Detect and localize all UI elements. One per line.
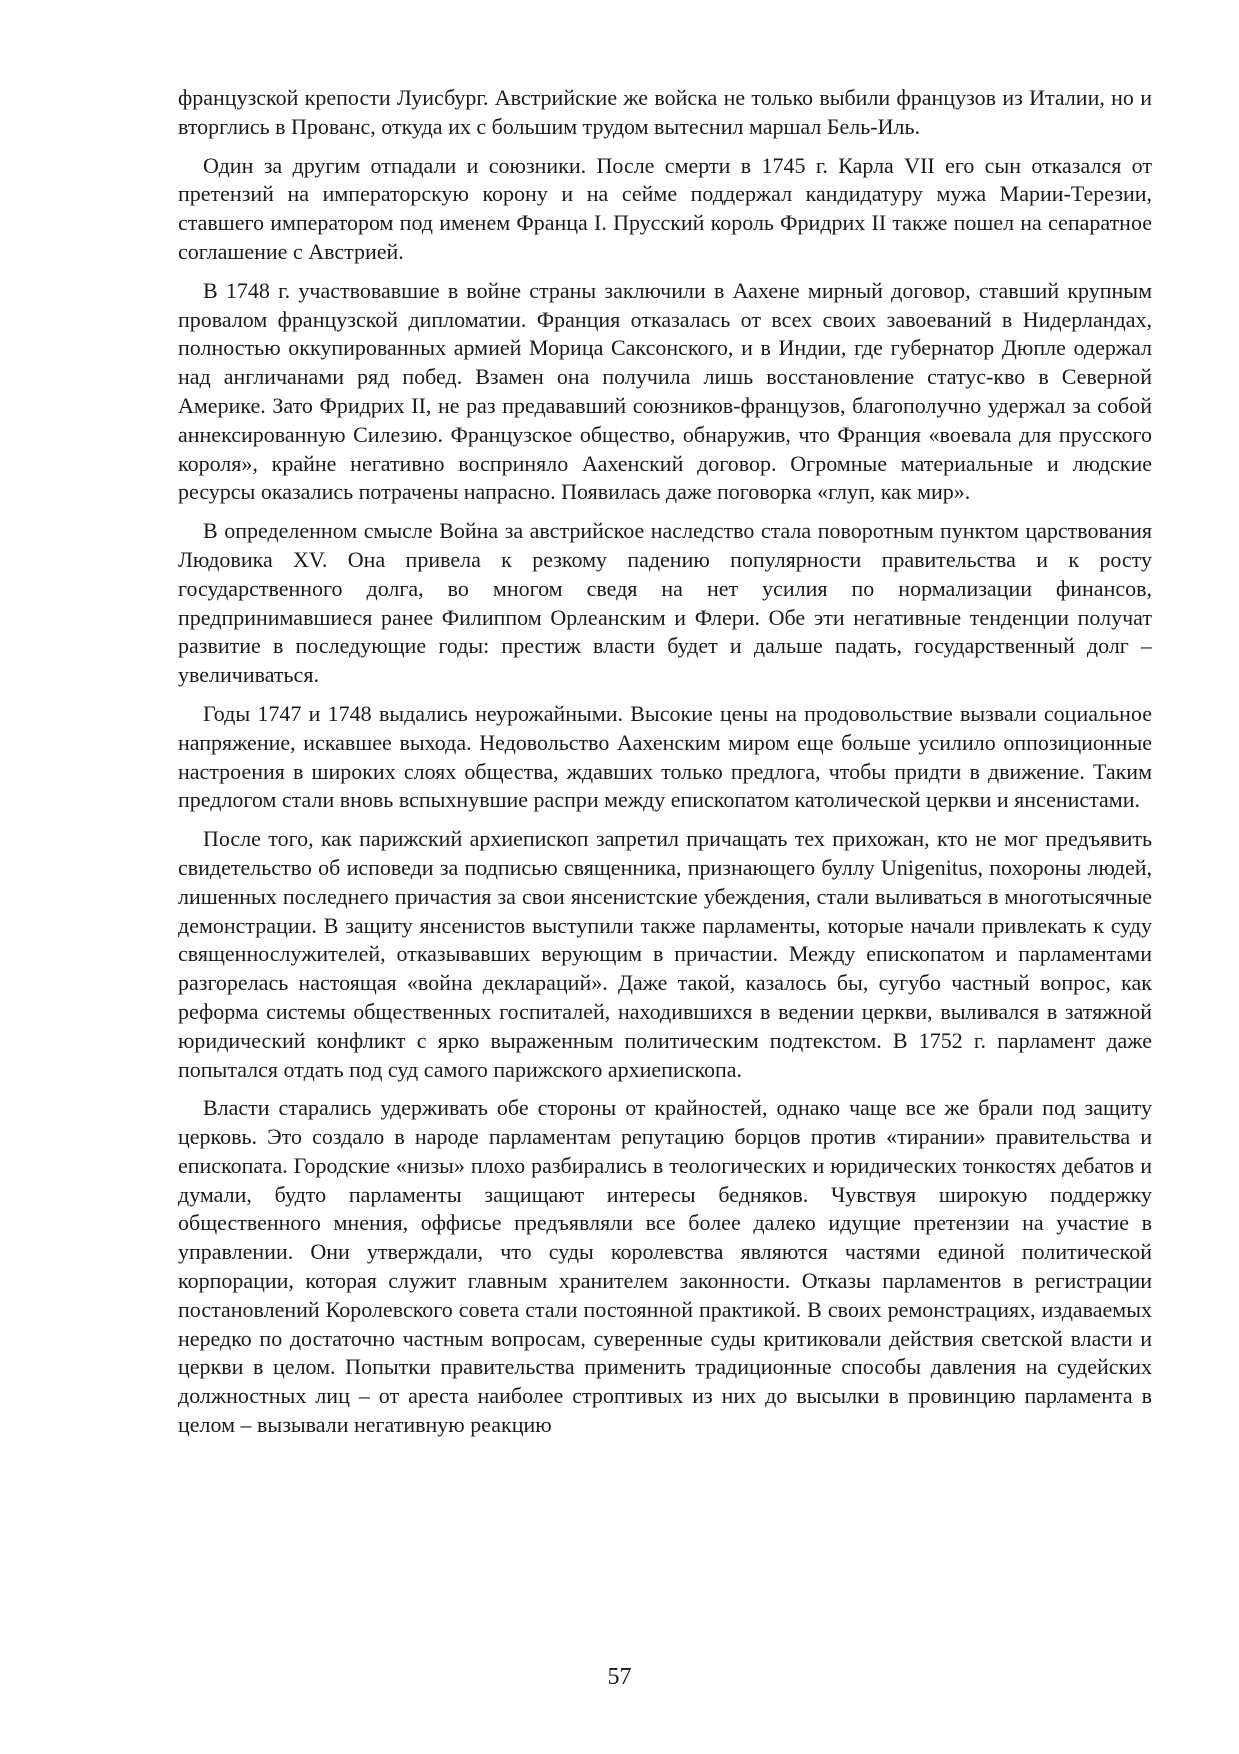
paragraph-4: В определенном смысле Война за австрийское наследство стала поворотным пунктом царствования Людовика XV. Она привела к резкому падению популярности правительства и к росту государственного долга, во многом сведя на нет усилия по нормализации финансов, предпринимавшиеся ранее Филиппом Орлеанским и Флери. Обе эти негативные тенденции получат развитие в последующие годы: престиж власти будет и дальше падать, государственный долг – увеличиваться. bbox=[178, 518, 1152, 688]
paragraph-2: Один за другим отпадали и союзники. После смерти в 1745 г. Карла VII его сын отказался от претензий на императорскую корону и на сейме поддержал кандидатуру мужа Марии-Терезии, ставшего императором под именем Франца I. Прусский король Фридрих II также пошел на сепаратное соглашение с Австрией. bbox=[178, 152, 1152, 264]
paragraph-6: После того, как парижский архиепископ запретил причащать тех прихожан, кто не мог предъявить свидетельство об исповеди за подписью священника, признающего буллу Unigenitus, похороны людей, лишенных последнего причастия за свои янсенистские убеждения, стали выливаться в многотысячные демонстрации. В защиту янсенистов выступили также парламенты, которые начали привлекать к суду священнослужителей, отказывавших верующим в причастии. Между епископатом и парламентами разгорелась настоящая «война деклараций». Даже такой, казалось бы, сугубо частный вопрос, как реформа системы общественных госпиталей, находившихся в ведении церкви, выливался в затяжной юридический конфликт с ярко выраженным политическим подтекстом. В 1752 г. парламент даже попытался отдать под суд самого парижского архиепископа. bbox=[178, 826, 1152, 1082]
paragraph-3: В 1748 г. участвовавшие в войне страны заключили в Аахене мирный договор, ставший крупным провалом французской дипломатии. Франция отказалась от всех своих завоеваний в Нидерландах, полностью оккупированных армией Морица Саксонского, и в Индии, где губернатор Дюпле одержал над англичанами ряд побед. Взамен она получила лишь восстановление статус-кво в Северной Америке. Зато Фридрих II, не раз предававший союзников-французов, благополучно удержал за собой аннексированную Силезию. Французское общество, обнаружив, что Франция «воевала для прусского короля», крайне негативно восприняло Аахенский договор. Огромные материальные и людские ресурсы оказались потрачены напрасно. Появилась даже поговорка «глуп, как мир». bbox=[178, 277, 1152, 505]
page-number: 57 bbox=[607, 1664, 632, 1690]
paragraph-5: Годы 1747 и 1748 выдались неурожайными. Высокие цены на продовольствие вызвали социальное напряжение, искавшее выхода. Недовольство Аахенским миром еще больше усилило оппозиционные настроения в широких слоях общества, ждавших только предлога, чтобы придти в движение. Таким предлогом стали вновь вспыхнувшие распри между епископатом католической церкви и янсенистами. bbox=[178, 700, 1152, 813]
paragraph-1: французской крепости Луисбург. Австрийские же войска не только выбили французов из Италии, но и вторглись в Прованс, откуда их с большим трудом вытеснил маршал Бель-Иль. bbox=[178, 85, 1152, 139]
body-text bbox=[178, 84, 1152, 1450]
paragraph-7: Власти старались удерживать обе стороны от крайностей, однако чаще все же брали под защиту церковь. Это создало в народе парламентам репутацию борцов против «тирании» правительства и епископата. Городские «низы» плохо разбирались в теологических и юридических тонкостях дебатов и думали, будто парламенты защищают интересы бедняков. Чувствуя широкую поддержку общественного мнения, оффисье предъявляли все более далеко идущие претензии на участие в управлении. Они утверждали, что суды королевства являются частями единой политической корпорации, которая служит главным хранителем законности. Отказы парламентов в регистрации постановлений Королевского совета стали постоянной практикой. В своих ремонстрациях, издаваемых нередко по достаточно частным вопросам, суверенные суды критиковали действия светской власти и церкви в целом. Попытки правительства применить традиционные способы давления на судейских должностных лиц – от ареста наиболее строптивых из них до высылки в провинцию парламента в целом – вызывали негативную реакцию bbox=[178, 1095, 1152, 1438]
